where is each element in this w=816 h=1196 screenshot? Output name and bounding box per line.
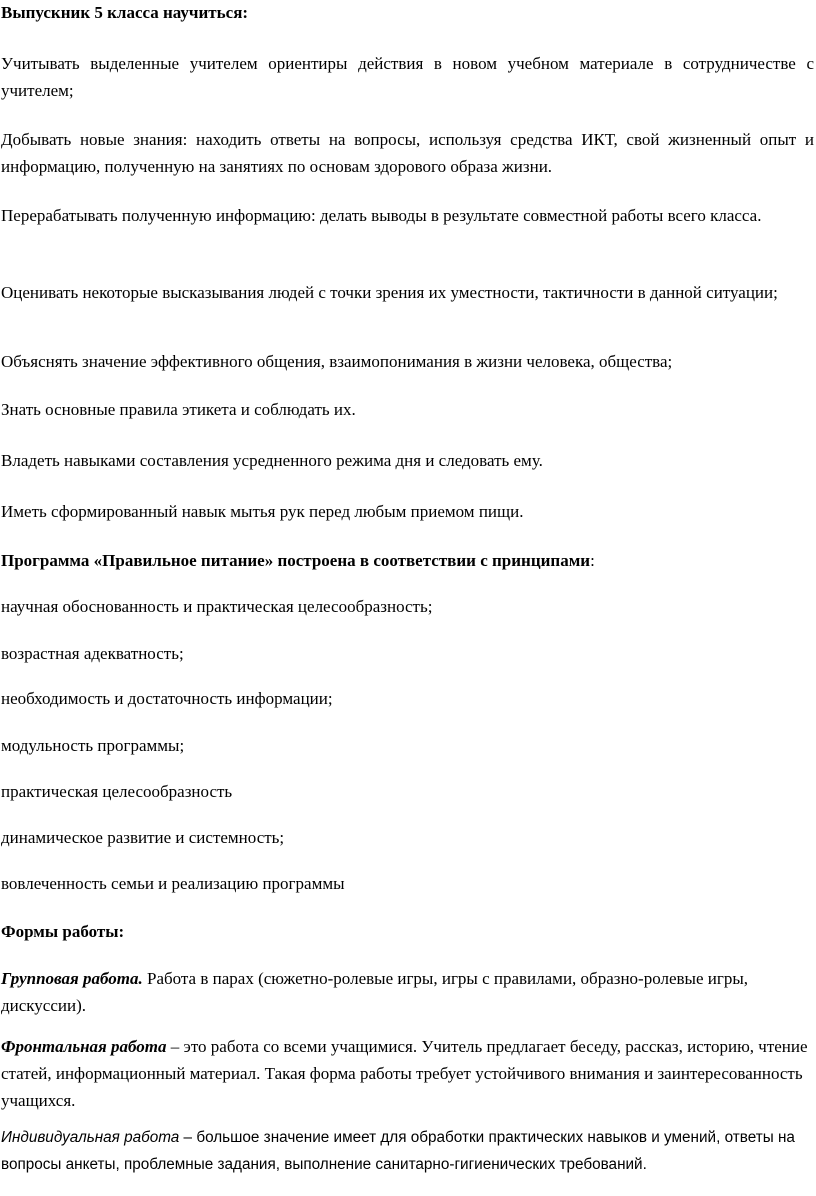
form-text: – большое значение имеет для обработки практических навыков и умений, ответы на вопросы анкеты, проблемные задания, выполнение санитарно-гигиенических требований. [1, 1129, 795, 1173]
form-title: Групповая работа. [1, 969, 143, 988]
principle-item: практическая целесообразность [1, 782, 233, 801]
outcome-item: Иметь сформированный навык мытья рук перед любым приемом пищи. [1, 502, 524, 521]
principles-heading [1, 547, 814, 574]
form-item [1, 1033, 814, 1114]
graduate-heading: Выпускник 5 класса научиться: [1, 3, 249, 22]
principles-heading-text: Программа «Правильное питание» построена в соответствии с принципами [1, 551, 591, 570]
outcome-item: Оценивать некоторые высказывания людей с точки зрения их уместности, тактичности в данной ситуации; [1, 283, 778, 302]
principle-item: вовлеченность семьи и реализацию программы [1, 874, 345, 893]
form-text: – это работа со всеми учащимися. Учитель предлагает беседу, рассказ, историю, чтение статей, информационный материал. Такая форма работы требует устойчивого внимания и заинтересованность учащихся. [1, 1037, 808, 1110]
form-title: Фронтальная работа [1, 1037, 167, 1056]
principles-heading-colon: : [590, 551, 595, 570]
principle-item: научная обоснованность и практическая целесообразность; [1, 597, 433, 616]
form-item [1, 965, 814, 1019]
outcome-item: Добывать новые знания: находить ответы на вопросы, используя средства ИКТ, свой жизненный опыт и информацию, полученную на занятиях по основам здорового образа жизни. [1, 130, 814, 176]
principle-item: модульность программы; [1, 736, 185, 755]
outcome-item: Владеть навыками составления усредненного режима дня и следовать ему. [1, 451, 543, 470]
principle-item: возрастная адекватность; [1, 644, 184, 663]
form-item [1, 1124, 814, 1178]
principle-item: динамическое развитие и системность; [1, 828, 285, 847]
principle-item: необходимость и достаточность информации; [1, 689, 333, 708]
outcome-item: Учитывать выделенные учителем ориентиры действия в новом учебном материале в сотрудничестве с учителем; [1, 54, 814, 100]
form-text: Работа в парах (сюжетно-ролевые игры, игры с правилами, образно-ролевые игры, дискуссии). [1, 969, 749, 1015]
outcome-item: Перерабатывать полученную информацию: делать выводы в результате совместной работы всего класса. [1, 206, 762, 225]
outcome-item: Знать основные правила этикета и соблюдать их. [1, 400, 356, 419]
outcome-item: Объяснять значение эффективного общения, взаимопонимания в жизни человека, общества; [1, 352, 673, 371]
form-title: Индивидуальная работа [1, 1129, 180, 1146]
forms-heading: Формы работы: [1, 922, 125, 941]
